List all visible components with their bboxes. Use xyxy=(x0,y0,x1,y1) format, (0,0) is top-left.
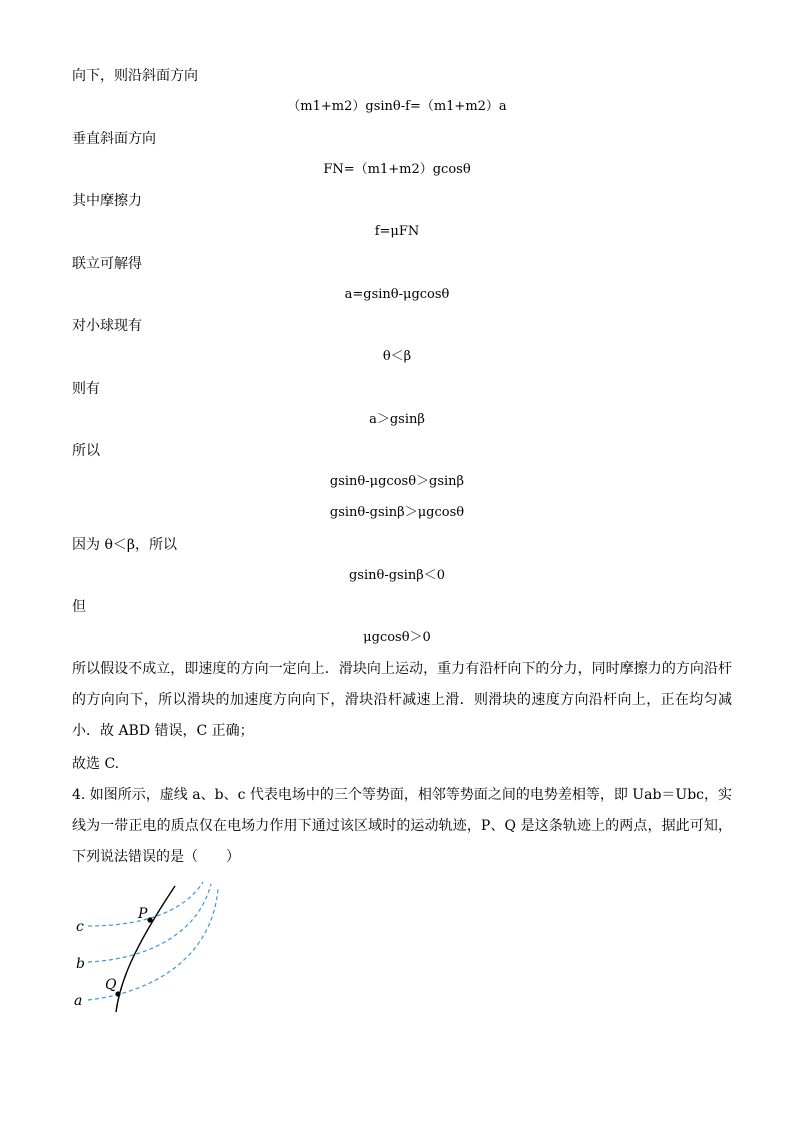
equation: （m1+m2）gsinθ-f=（m1+m2）a xyxy=(287,99,507,114)
equation: gsinθ-μgcosθ＞gsinβ xyxy=(329,474,465,489)
text-line: 所以 xyxy=(72,443,100,459)
text-line: 对小球现有 xyxy=(72,318,142,334)
equation: gsinθ-gsinβ＞μgcosθ xyxy=(329,505,465,520)
label-q: Q xyxy=(105,977,117,993)
text-line: 向下，则沿斜面方向 xyxy=(72,68,198,84)
text-line: 垂直斜面方向 xyxy=(72,131,156,147)
text-line: 但 xyxy=(72,599,86,615)
equation: a＞gsinβ xyxy=(369,412,425,427)
text-line: 联立可解得 xyxy=(72,256,142,272)
equation: gsinθ-gsinβ＜0 xyxy=(348,568,446,583)
equation: μgcosθ＞0 xyxy=(363,630,431,645)
question-4-paragraph: 4. 如图所示，虚线 a、b、c 代表电场中的三个等势面，相邻等势面之间的电势差相等，即 Uab＝Ubc，实线为一带正电的质点仅在电场力作用下通过该区域时的运动轨迹，P、Q 是这条轨迹上的两点，据此可知，下列说法错误的是（ ） xyxy=(72,787,733,865)
equation: a=gsinθ-μgcosθ xyxy=(344,287,450,302)
equation: FN=（m1+m2）gcosθ xyxy=(323,162,471,177)
label-p: P xyxy=(138,906,148,922)
label-a: a xyxy=(74,993,83,1009)
equipotential-line-b xyxy=(88,884,211,962)
text-line: 则有 xyxy=(72,381,100,397)
text-line: 其中摩擦力 xyxy=(72,193,142,209)
equation: θ＜β xyxy=(382,349,412,364)
label-c: c xyxy=(76,919,84,935)
equipotential-figure xyxy=(68,874,228,1019)
text-line: 因为 θ＜β，所以 xyxy=(72,537,177,553)
point-p-marker xyxy=(147,917,152,922)
answer-line: 故选 C. xyxy=(72,756,120,772)
equation: f=μFN xyxy=(374,224,420,239)
label-b: b xyxy=(76,956,85,972)
conclusion-paragraph: 所以假设不成立，即速度的方向一定向上．滑块向上运动，重力有沿杆向下的分力，同时摩擦力的方向沿杆的方向向下，所以滑块的加速度方向向下，滑块沿杆减速上滑．则滑块的速度方向沿杆向上，正在均匀减小．故 ABD 错误，C 正确； xyxy=(72,661,732,739)
